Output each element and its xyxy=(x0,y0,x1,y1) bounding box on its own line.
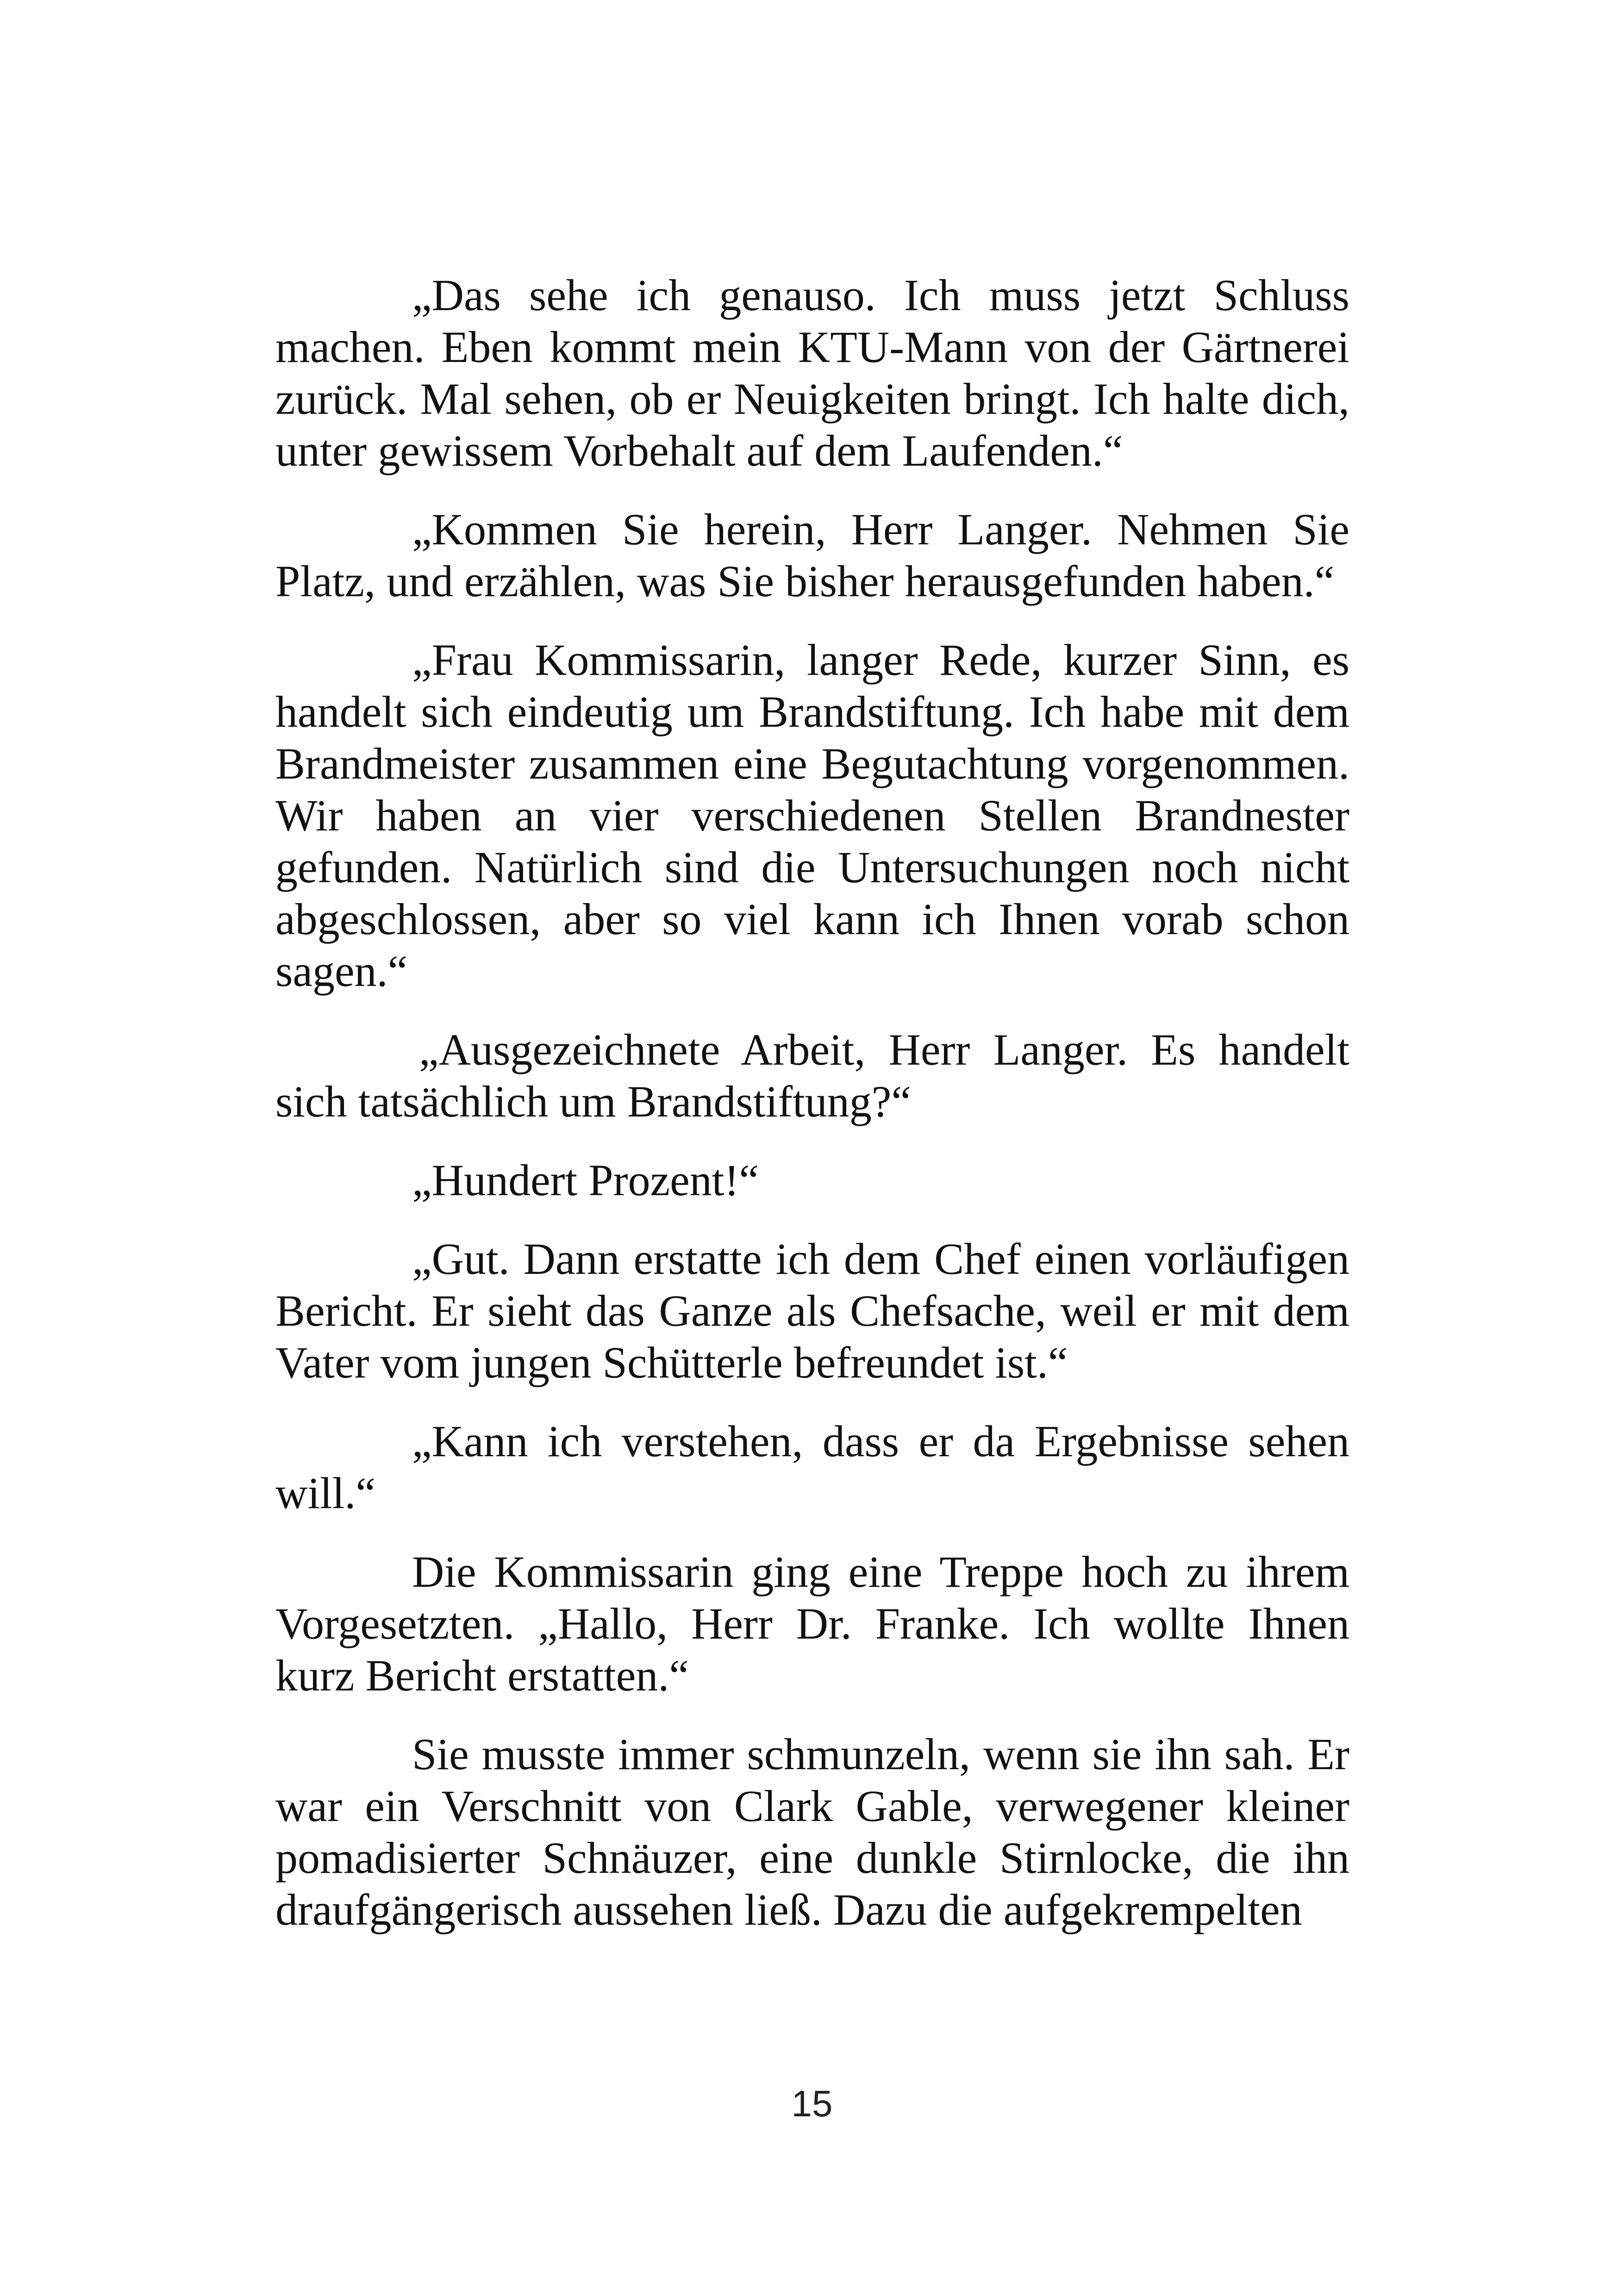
paragraph-9: Sie musste immer schmunzeln, wenn sie ihn sah. Er war ein Verschnitt von Clark Gable, verwegener kleiner pomadisierter Schnäuzer, eine dunkle Stirnlocke, die ihn draufgängerisch aussehen ließ. Dazu die aufgekrempelten xyxy=(275,1729,1349,1934)
paragraph-5: „Hundert Prozent!“ xyxy=(412,1155,759,1205)
body-text xyxy=(275,269,1349,1963)
paragraph-1: „Das sehe ich genauso. Ich muss jetzt Schluss machen. Eben kommt mein KTU-Mann von der Gärtnerei zurück. Mal sehen, ob er Neuigkeiten bringt. Ich halte dich, unter gewissem Vorbehalt auf dem Laufenden.“ xyxy=(275,270,1349,475)
paragraph-7: „Kann ich verstehen, dass er da Ergebnisse sehen will.“ xyxy=(275,1416,1349,1518)
paragraph-3: „Frau Kommissarin, langer Rede, kurzer Sinn, es handelt sich eindeutig um Brandstiftung. Ich habe mit dem Brandmeister zusammen eine Begutachtung vorgenommen. Wir haben an vier verschiedenen Stellen Brandnester gefunden. Natürlich sind die Untersuchungen noch nicht abgeschlossen, aber so viel kann ich Ihnen vorab schon sagen.“ xyxy=(275,635,1349,996)
page-number: 15 xyxy=(791,2083,833,2124)
paragraph-4: „Ausgezeichnete Arbeit, Herr Langer. Es handelt sich tatsächlich um Brandstiftung?“ xyxy=(275,1025,1349,1126)
paragraph-2: „Kommen Sie herein, Herr Langer. Nehmen Sie Platz, und erzählen, was Sie bisher herausgefunden haben.“ xyxy=(275,505,1349,606)
paragraph-8: Die Kommissarin ging eine Treppe hoch zu ihrem Vorgesetzten. „Hallo, Herr Dr. Franke. Ich wollte Ihnen kurz Bericht erstatten.“ xyxy=(275,1547,1349,1700)
paragraph-6: „Gut. Dann erstatte ich dem Chef einen vorläufigen Bericht. Er sieht das Ganze als Chefsache, weil er mit dem Vater vom jungen Schütterle befreundet ist.“ xyxy=(275,1234,1349,1387)
